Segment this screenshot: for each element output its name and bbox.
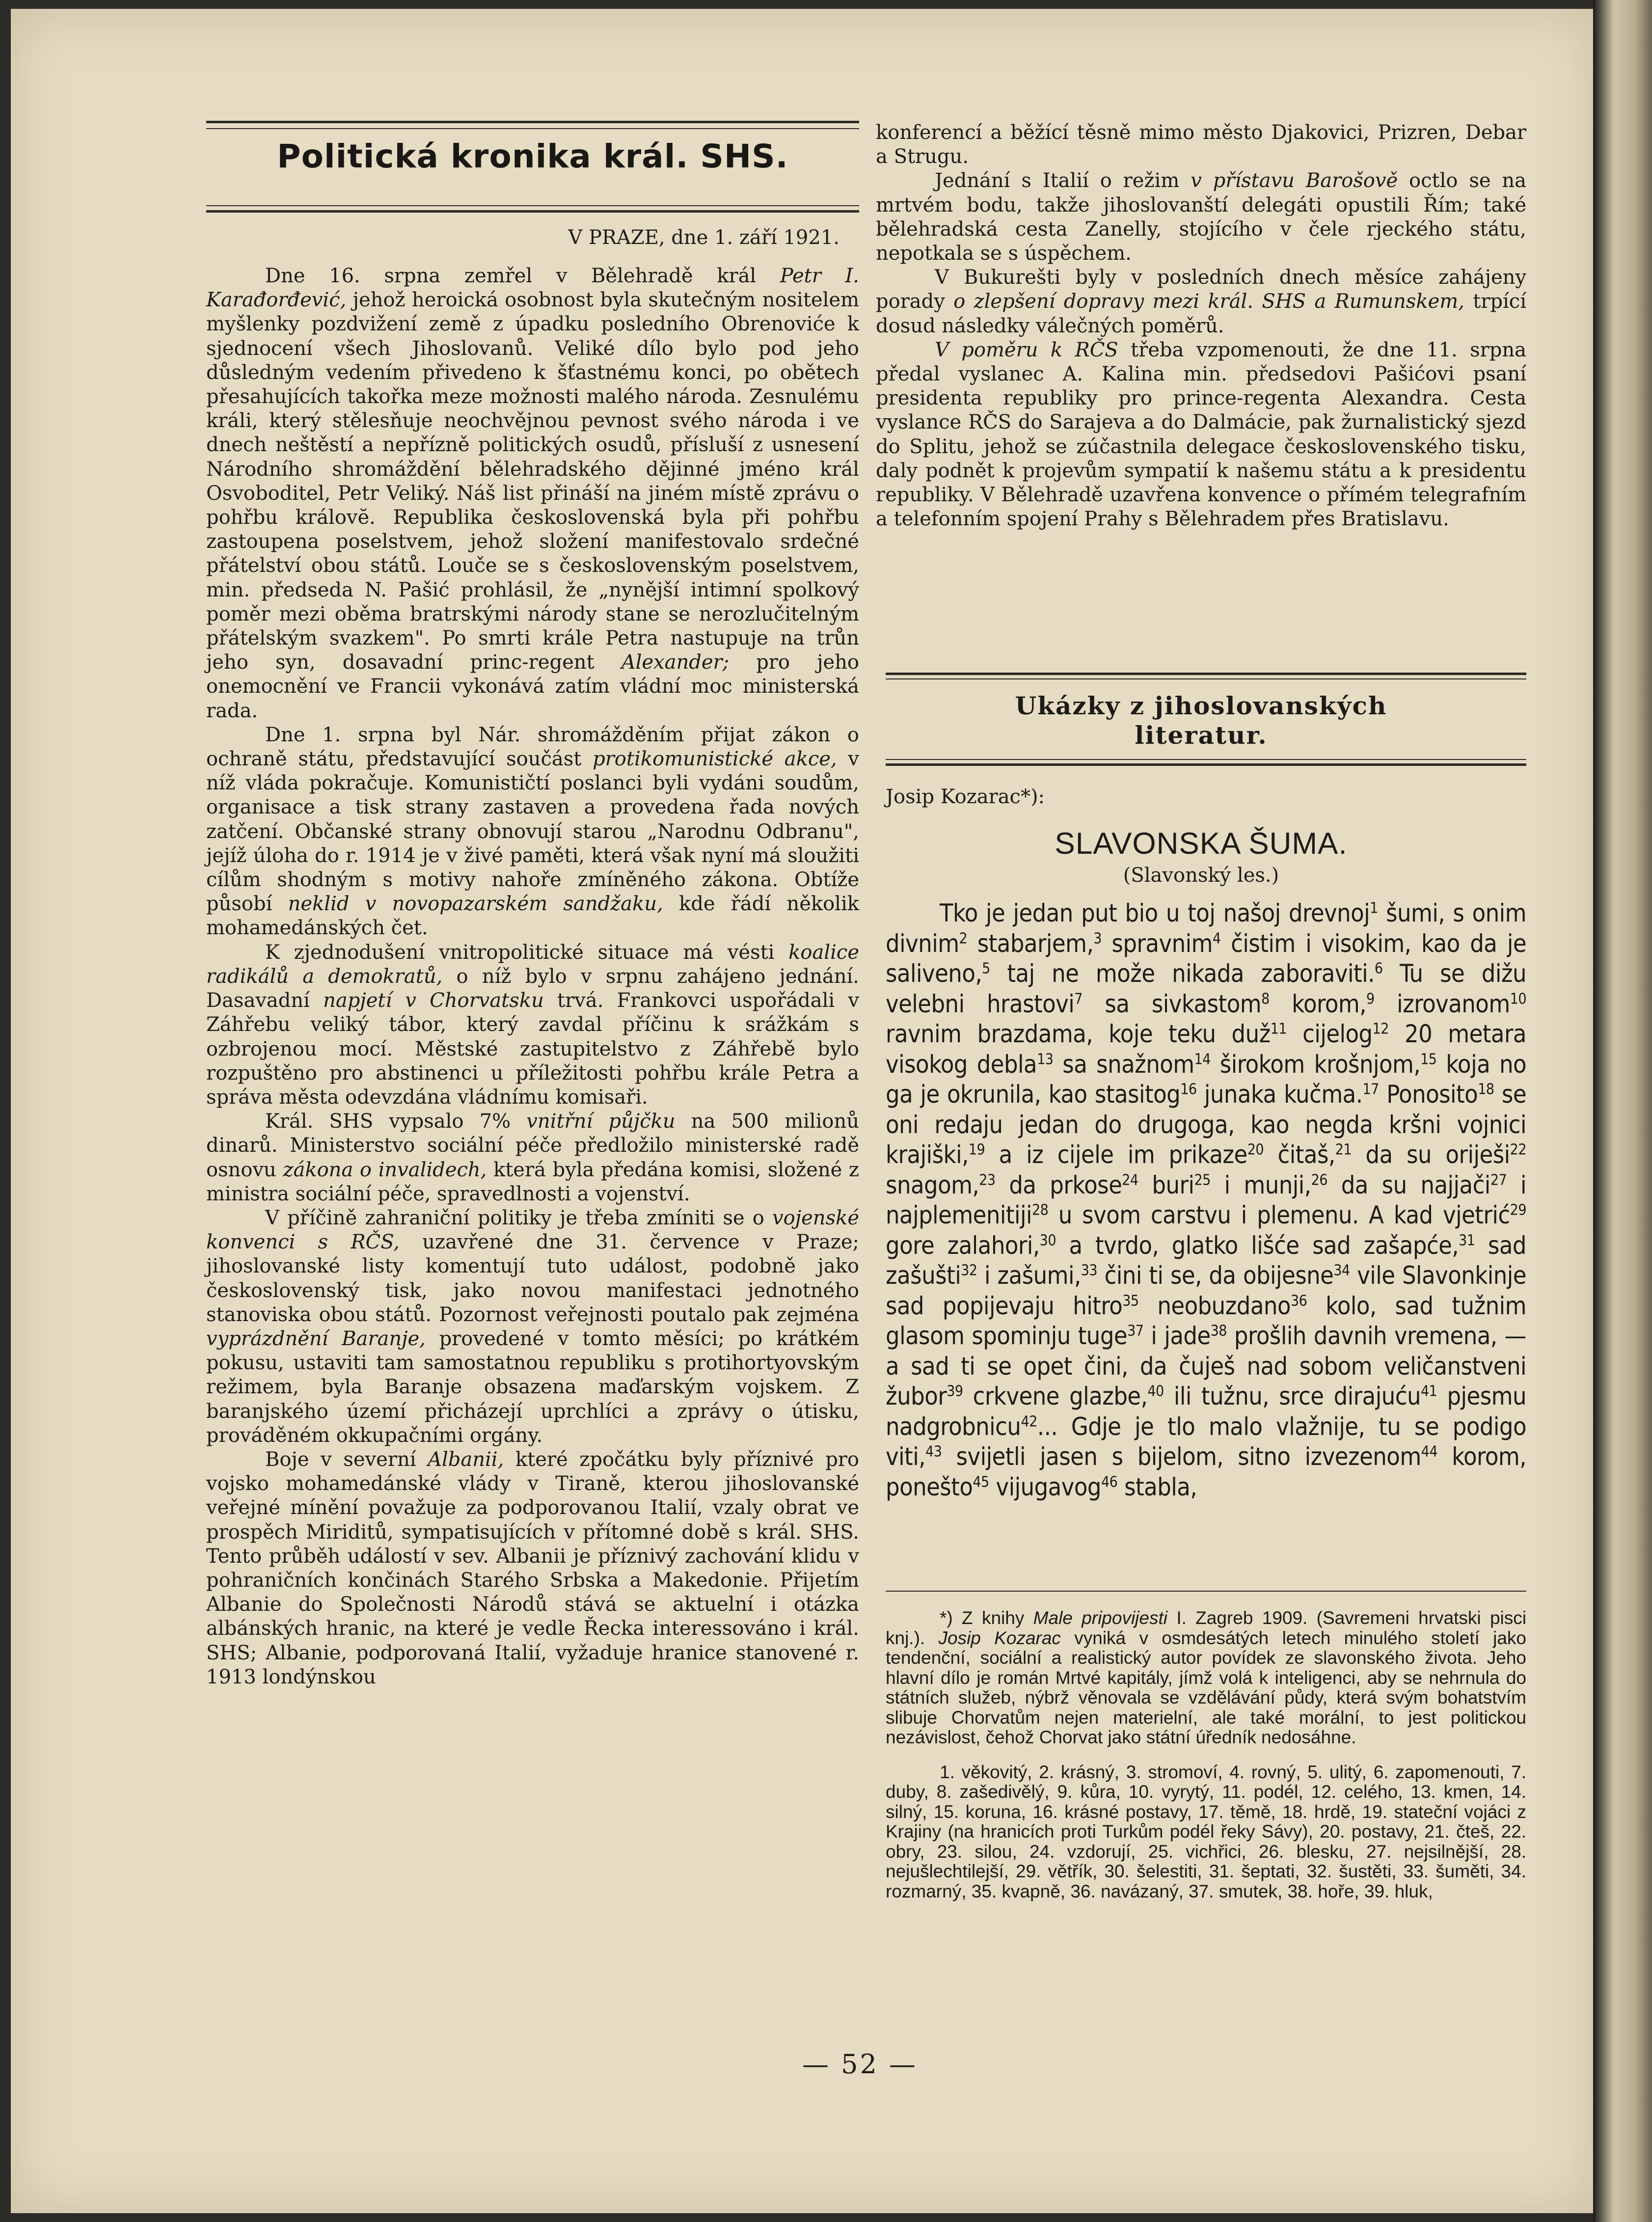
section-rule-bottom-thin: [886, 759, 1526, 760]
section-title: [876, 691, 1526, 750]
note-ref: 26: [1311, 1171, 1327, 1189]
paragraph: V Bukurešti byly v posledních dnech měsíce zahájeny porady o zlepšení dopravy mezi král. SHS a Rumunskem, trpící dosud následky válečných poměrů.: [876, 266, 1526, 337]
italic-run: V poměru k RČS: [935, 338, 1118, 361]
italic-run: Josip Kozarac: [938, 1627, 1061, 1648]
paragraph: Král. SHS vypsalo 7% vnitřní půjčku na 500 milionů dinarů. Ministerstvo sociální péče předložilo ministerské radě osnovu zákona o invalidech, která byla předána komisi, složené z ministra sociální péče, spravedlnosti a vojenství.: [206, 1110, 860, 1205]
story-title: SLAVONSKA ŠUMA.: [1055, 827, 1348, 861]
note-ref: 28: [1031, 1201, 1049, 1219]
note-ref: 37: [1127, 1322, 1144, 1340]
note-ref: 45: [973, 1473, 989, 1490]
note-ref: 6: [1374, 960, 1383, 977]
italic-run: protikomunistické akce,: [593, 748, 837, 771]
italic-run: Male pripovijesti: [1033, 1608, 1167, 1628]
note-ref: 42: [1021, 1412, 1037, 1430]
adjacent-page-edge: [1593, 0, 1652, 2222]
note-ref: 34: [1333, 1262, 1350, 1279]
note-ref: 19: [968, 1141, 985, 1159]
page-number: — 52 —: [802, 2049, 918, 2080]
note-ref: 38: [1210, 1322, 1227, 1340]
footnotes: [886, 1608, 1526, 1901]
note-ref: 13: [1037, 1050, 1054, 1068]
chronicle-continuation: [876, 121, 1526, 531]
paragraph: Dne 1. srpna byl Nár. shromážděním přijat zákon o ochraně státu, představující součást protikomunistické akce, v níž vláda pokračuje. Komunističtí poslanci byli vydáni soudům, organisace a tisk strany zastaven a provedena řada nových zatčení. Občanské strany obnovují starou „Narodnu Odbranu", jejíž úloha do r. 1914 je v živé paměti, která však nyní má sloužiti cílům shodným s motivy nahoře zmíněného zákona. Obtíže působí neklid v novopazarském sandžaku, kde řádí několik mohamedánských čet.: [206, 723, 860, 940]
italic-run: vnitřní půjčku: [526, 1110, 676, 1133]
paragraph: K zjednodušení vnitropolitické situace má vésti koalice radikálů a demokratů, o níž bylo v srpnu zahájeno jednání. Dasavadní napjetí v Chorvatsku trvá. Frankovci uspořádali v Záhřebu veliký tábor, který zavdal příčinu k srážkám s ozbrojenou mocí. Městské zastupitelstvo z Záhřebě bylo rozpuštěno pro abstinenci u příležitosti pohřbu krále Petra a správa města odevzdána vládnímu komisaři.: [206, 941, 859, 1109]
note-ref: 21: [1335, 1141, 1352, 1159]
paragraph: Boje v severní Albanii, které zpočátku byly příznivé pro vojsko mohamedánské vlády v Tiraně, kterou jihoslovanské veřejné mínění považuje za podporovanou Italií, vzaly obrat ve prospěch Miriditů, sympatisujících v přítomné době s král. SHS. Tento průběh událostí v sev. Albanii je příznivý zachování klidu v pohraničních končinách Starého Srbska a Makedonie. Přijetím Albanie do Společnosti Národů stává se aktuelní i otázka albánských hranic, na které je vedle Řecka interessováno i král. SHS; Albanie, podporovaná Italií, vyžaduje hranice stanovené r. 1913 londýnskou: [206, 1448, 860, 1688]
footnote-rule: [886, 1591, 1526, 1592]
note-ref: 15: [1420, 1050, 1437, 1068]
note-ref: 46: [1101, 1473, 1118, 1490]
note-ref: 27: [1490, 1171, 1507, 1189]
note-ref: 9: [1366, 990, 1375, 1007]
note-ref: 31: [1459, 1231, 1475, 1249]
italic-run: zákona o invalidech,: [283, 1158, 487, 1181]
note-ref: 24: [1122, 1171, 1138, 1189]
note-ref: 39: [947, 1382, 963, 1400]
note-ref: 16: [1180, 1081, 1197, 1098]
note-ref: 41: [1420, 1382, 1437, 1400]
note-ref: 7: [1074, 990, 1083, 1007]
note-ref: 22: [1510, 1141, 1526, 1159]
italic-run: vyprázdnění Baranje,: [206, 1327, 426, 1350]
italic-run: Petr I. Karađorđević,: [206, 265, 859, 312]
note-ref: 5: [982, 960, 990, 977]
note-ref: 44: [1421, 1443, 1437, 1461]
paragraph: Dne 16. srpna zemřel v Bělehradě král Petr I. Karađorđević, jehož heroická osobnost byla skutečným nositelem myšlenky pozdvižení země z úpadku posledního Obrenoviće k sjednocení všech Jihoslovanů. Veliké dílo bylo pod jeho důsledným vedením přivedeno k šťastnému konci, po obětech přesahujících takořka meze možnosti malého národa. Zesnulému králi, který stělesňuje neochvějnou pevnost svého národa i ve dnech neštěstí a nepřízně politických osudů, přísluší z usnesení Národního shromáždění bělehradského dějinné jméno král Osvoboditel, Petr Veliký. Náš list přináší na jiném místě zprávu o pohřbu královĕ. Republika československá byla při pohřbu zastoupena poselstvem, jehož složení manifestovalo srdečné přátelství obou států. Louče se s československým poselstvem, min. předseda N. Pašić prohlásil, že „nynější intimní spolkový poměr mezi oběma bratrskými národy stane se nerozlučitelným přátelským svazkem". Po smrti krále Petra nastupuje na trůn jeho syn, dosavadní princ-regent Alexander; pro jeho onemocnění ve Francii vykonává zatím vládní moc ministerská rada.: [206, 265, 860, 722]
note-ref: 36: [1290, 1292, 1307, 1309]
paragraph: V příčině zahraniční politiky je třeba zmíniti se o vojenské konvenci s RČS, uzavřené dne 31. července v Praze; jihoslovanské listy komentují tuto událost, podobně jako československý tisk, jako novou manifestaci jednotného stanoviska obou států. Pozornost veřejnosti poutalo pak zejména vyprázdnění Baranje, provedené v tomto měsíci; po krátkém pokusu, ustaviti tam samostatnou republiku s protihortyovským režimem, byla Baranje obsazena maďarským vojskem. Z baranjského území přicházejí uprchlíci a zprávy o útisku, prováděném okkupačními orgány.: [206, 1206, 860, 1447]
note-ref: 1: [1370, 899, 1378, 917]
italic-run: o zlepšení dopravy mezi král. SHS a Rumunskem,: [953, 290, 1464, 313]
section-title-line1: Ukázky z jihoslovanských: [1015, 691, 1387, 720]
note-ref: 43: [925, 1443, 942, 1461]
page: [11, 9, 1594, 2213]
section-rule-bottom: [886, 763, 1526, 766]
title-rule-bottom: [206, 210, 859, 213]
note-ref: 3: [1093, 929, 1102, 947]
note-ref: 23: [979, 1171, 996, 1189]
title-rule-top-thin: [206, 128, 859, 129]
italic-run: v přístavu Barošově: [1191, 169, 1398, 192]
italic-run: koalice radikálů a demokratů,: [206, 941, 859, 988]
note-ref: 12: [1372, 1020, 1389, 1038]
italic-run: neklid v novopazarském sandžaku,: [288, 893, 663, 916]
dateline: V PRAZE, dne 1. září 1921.: [568, 226, 840, 249]
chronicle-body: [206, 264, 859, 1689]
note-ref: 33: [1081, 1262, 1098, 1279]
glossary-text: 1. věkovitý, 2. krásný, 3. stromoví, 4. rovný, 5. ulitý, 6. zapomenouti, 7. duby, 8. zašedivělý, 9. kůra, 10. vyrytý, 11. podél, 12. celého, 13. kmen, 14. silný, 15. koruna, 16. krásné postavy, 17. těmě, 18. hrdě, 19. stateční vojáci z Krajiny (na hranicích proti Turkům podél řeky Sávy), 20. postavy, 21. čteš, 22. obry, 23. silou, 24. vzdorují, 25. vichřici, 26. blesku, 27. nejsilnější, 28. nejušlechtilejší, 29. větřík, 30. šelestiti, 31. šeptati, 32. šustěti, 33. šuměti, 34. rozmarný, 35. kvapně, 36. navázaný, 37. smutek, 38. hoře, 39. hluk,: [886, 1761, 1526, 1901]
note-ref: 10: [1510, 990, 1526, 1007]
story-paragraph: Tko je jedan put bio u toj našoj drevnoj$^1$ šumi, s onim divnim$^2$ stabarjem,$^3$ spravnim$^4$ čistim i visokim, kao da je saliveno,$^5$ taj ne može nikada zaboraviti.$^6$ Tu se dižu velebni hrastovi$^7$ sa sivkastom$^8$ korom,$^9$ izrovanom$^{10}$ ravnim brazdama, koje teku duž$^{11}$ cijelog$^{12}$ 20 metara visokog debla$^{13}$ sa snažnom$^{14}$ širokom krošnjom,$^{15}$ koja no ga je okrunila, kao stasitog$^{16}$ junaka kučma.$^{17}$ Ponosito$^{18}$ se oni redaju jedan do drugoga, kao negda kršni vojnici krajiški,$^{19}$ a iz cijele im prikaze$^{20}$ čitaš,$^{21}$ da su oriješi$^{22}$ snagom,$^{23}$ da prkose$^{24}$ buri$^{25}$ i munji,$^{26}$ da su najjači$^{27}$ i najplemenitiji$^{28}$ u svom carstvu i plemenu. A kad vjetrić$^{29}$ gore zalahori,$^{30}$ a tvrdo, glatko lišće sad zašapće,$^{31}$ sad zašušti$^{32}$ i zašumi,$^{33}$ čini ti se, da obijesne$^{34}$ vile Slavonkinje sad popijevaju hitro$^{35}$ neobuzdano$^{36}$ kolo, sad tužnim glasom spominju tuge$^{37}$ i jade$^{38}$ prošlih davnih vremena, — a sad ti se opet čini, da čuješ nad sobom veličanstveni žubor$^{39}$ crkvene glazbe,$^{40}$ ili tužnu, srce dirajuću$^{41}$ pjesmu nadgrobnicu$^{42}$... Gdje je tlo malo vlažnije, tu se podigo viti,$^{43}$ svijetli jasen s bijelom, sitno izvezenom$^{44}$ korom, ponešto$^{45}$ vijugavog$^{46}$ stabla,: [886, 899, 1527, 1501]
author-line: Josip Kozarac*):: [886, 786, 1045, 808]
note-ref: 25: [1194, 1171, 1211, 1189]
paragraph: konferencí a běžící těsně mimo město Djakovici, Prizren, Debar a Strugu.: [876, 121, 1526, 168]
story-text: [886, 898, 1526, 1502]
italic-run: napjetí v Chorvatsku: [323, 989, 544, 1012]
note-ref: 11: [1270, 1020, 1287, 1038]
section-rule-top-thin: [886, 678, 1526, 679]
note-ref: 2: [959, 929, 968, 947]
note-ref: 14: [1194, 1050, 1211, 1068]
note-ref: 20: [1247, 1141, 1264, 1159]
note-ref: 29: [1510, 1201, 1526, 1219]
note-ref: 35: [1122, 1292, 1139, 1309]
footnote-text: *) Z knihy Male pripovijesti I. Zagreb 1909. (Savremeni hrvatski pisci knj.). Josip Kozarac vyniká v osmdesátých letech minulého století jako tendenční, sociální a realistický autor povídek ze slavonského života. Jeho hlavní dílo je román Mrtvé kapitály, jímž volá k inteligenci, aby se nehrnula do státních služeb, nýbrž věnovala se vzdělávání půdy, která svým bohatstvím slibuje Chorvatům nejen materielní, ale také morální, to jest politickou nezávislost, čehož Chorvat jako státní úředník nedosáhne.: [886, 1608, 1527, 1747]
title-rule-top: [206, 121, 859, 123]
article-title: Politická kronika král. SHS.: [277, 137, 788, 175]
note-ref: 8: [1261, 990, 1270, 1007]
title-rule-bottom-thin: [206, 205, 859, 206]
section-title-line2: literatur.: [1135, 721, 1268, 750]
note-ref: 17: [1362, 1081, 1379, 1098]
paragraph: V poměru k RČS třeba vzpomenouti, že dne 11. srpna předal vyslanec A. Kalina min. předsedovi Pašićovi psaní presidenta republiky pro prince-regenta Alexandra. Cesta vyslance RČS do Sarajeva a do Dalmácie, pak žurnalistický sjezd do Splitu, jehož se zúčastnila delegace československého tisku, daly podnět k projevům sympatií k našemu státu a k presidentu republiky. V Bělehradě uzavřena konvence o přímém telegrafním a telefonním spojení Prahy s Bělehradem přes Bratislavu.: [876, 338, 1526, 531]
note-ref: 40: [1147, 1382, 1164, 1400]
note-ref: 4: [1212, 929, 1221, 947]
note-ref: 30: [1039, 1231, 1056, 1249]
note-ref: 32: [961, 1262, 977, 1279]
italic-run: Alexander;: [621, 651, 730, 674]
italic-run: vojenské konvenci s RČS,: [206, 1206, 859, 1254]
section-rule-top: [886, 673, 1526, 675]
story-subtitle: (Slavonský les.): [1123, 864, 1279, 887]
note-ref: 18: [1478, 1081, 1494, 1098]
paragraph: Jednání s Italií o režim v přístavu Barošově octlo se na mrtvém bodu, takže jihoslovanští delegáti opustili Řím; také bělehradská cesta Zanelly, stojícího v čele rjeckého státu, nepotkala se s úspěchem.: [876, 169, 1526, 265]
italic-run: Albanii,: [428, 1448, 504, 1471]
